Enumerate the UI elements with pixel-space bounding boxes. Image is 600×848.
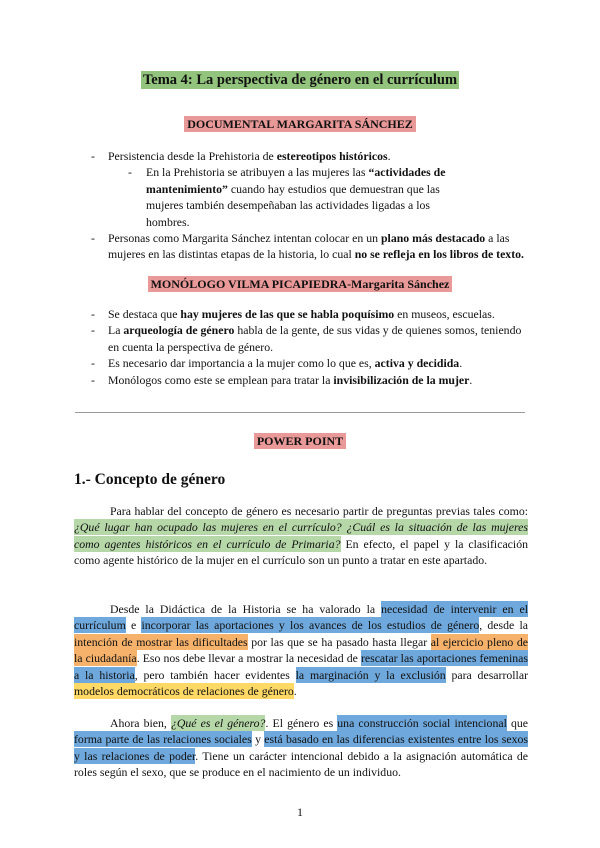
highlight-blue: la marginación y la exclusión	[295, 667, 446, 682]
section-heading-documental-text: DOCUMENTAL MARGARITA SÁNCHEZ	[184, 116, 416, 132]
section-heading-monologo	[0, 277, 600, 292]
paragraph-text: Desde la Didáctica de la Historia se ha valorado la	[110, 602, 382, 616]
paragraph-que-es-genero	[74, 715, 528, 781]
list-item	[108, 322, 528, 355]
section-divider	[75, 412, 525, 413]
list-item-bold: activa y decidida	[374, 356, 460, 371]
list-item-bold: no se refleja en los libros de texto.	[354, 247, 524, 262]
paragraph-text: . Eso nos debe llevar a mostrar la necesidad de	[136, 651, 361, 666]
bullet-list-monologo	[108, 306, 528, 388]
heading-concepto-de-genero: 1.- Concepto de género	[74, 471, 226, 488]
document-title-text: Tema 4: La perspectiva de género en el currículum	[142, 72, 458, 88]
list-item-bold: hay mujeres de las que se habla poquísimo	[180, 307, 395, 321]
section-heading-documental	[0, 117, 600, 132]
paragraph-text: Para hablar del concepto de género es necesario partir de preguntas previas tales como:	[110, 504, 528, 518]
page-number: 1	[297, 805, 303, 819]
list-item-text: Personas como Margarita Sánchez intentan colocar en un	[108, 231, 381, 246]
highlight-orange: intención de mostrar las dificultades	[74, 634, 248, 649]
list-item-text: Monólogos como este se emplean para tratar la	[108, 372, 334, 387]
paragraph-text: y	[251, 732, 265, 747]
section-heading-powerpoint	[0, 434, 600, 449]
paragraph-intro	[74, 503, 528, 569]
list-item-text: Se destaca que	[108, 307, 181, 321]
sub-bullet-list	[146, 164, 466, 230]
highlighted-question: ¿Qué lugar han ocupado las mujeres en el currículo? ¿Cuál es la situación de las mujeres como agentes históricos en el currículo de Primaria?	[74, 520, 528, 551]
paragraph-text: .	[293, 684, 297, 699]
paragraph-text: , pero también hacer evidentes	[134, 667, 296, 682]
paragraph-text: . El género es	[265, 716, 338, 730]
list-item-text: Es necesario dar importancia a la mujer como lo que es,	[108, 356, 375, 371]
list-item-bold: plano más destacado	[380, 231, 486, 246]
paragraph-didactica	[74, 601, 528, 699]
list-item-bold: invisibilización de la mujer	[333, 372, 470, 387]
list-item-text: cuando hay estudios que demuestran que las mujeres también desempeñaban las actividades ligadas a los hombres.	[146, 181, 440, 229]
list-item-text: en museos, escuelas.	[394, 307, 495, 321]
paragraph-text: , desde la	[479, 618, 528, 633]
list-item	[108, 355, 528, 371]
list-item	[108, 148, 528, 230]
list-item-bold: arqueología de género	[123, 323, 235, 338]
list-item-text: a las mujeres en las distintas etapas de la historia, lo cual	[108, 231, 510, 262]
list-item-text: .	[459, 356, 463, 371]
sub-list-item	[146, 164, 466, 230]
highlight-blue: necesidad de intervenir en el currículum	[74, 602, 528, 633]
list-item	[108, 230, 528, 263]
list-item-bold: estereotipos históricos	[276, 149, 388, 163]
list-item-text: .	[387, 149, 391, 163]
paragraph-text: En efecto, el papel y la clasificación como agente histórico de la mujer en el currículo son un punto a tratar en este apartado.	[74, 536, 528, 568]
highlight-blue: una construcción social intencional	[337, 716, 507, 730]
paragraph-text: Ahora bien,	[110, 716, 171, 730]
highlighted-question: ¿Qué es el género?	[170, 716, 266, 730]
paragraph-text: que	[506, 716, 529, 730]
highlight-blue: está basado en las diferencias existentes entre los sexos y las relaciones de poder	[74, 732, 529, 763]
highlight-yellow: modelos democráticos de relaciones de género	[74, 684, 294, 699]
paragraph-text: e	[125, 618, 142, 633]
list-item-bold: “actividades de mantenimiento”	[146, 165, 446, 196]
list-item	[108, 306, 528, 322]
list-item-text: La	[108, 323, 124, 338]
paragraph-text: por las que se ha pasado hasta llegar	[247, 634, 431, 649]
list-item-text: Persistencia desde la Prehistoria de	[108, 149, 277, 163]
highlight-orange: al ejercicio pleno de la ciudadanía	[74, 634, 529, 666]
list-item-text: En la Prehistoria se atribuyen a las mujeres las	[146, 165, 369, 180]
paragraph-text: . Tiene un carácter intencional debido a la asignación automática de roles según el sexo, que se produce en el nacimiento de un individuo.	[74, 748, 528, 780]
bullet-list-documental	[108, 148, 528, 263]
highlight-blue: rescatar las aportaciones femeninas a la historia	[74, 651, 529, 682]
highlight-blue: forma parte de las relaciones sociales	[74, 732, 252, 747]
section-heading-monologo-text: MONÓLOGO VILMA PICAPIEDRA-Margarita Sánchez	[148, 276, 453, 292]
paragraph-text: para desarrollar	[445, 667, 528, 682]
list-item	[108, 372, 528, 388]
list-item-text: habla de la gente, de sus vidas y de quienes somos, teniendo en cuenta la perspectiva de género.	[108, 323, 522, 354]
list-item-text: .	[469, 372, 473, 387]
highlight-blue: incorporar las aportaciones y los avances de los estudios de género	[141, 618, 480, 633]
document-title	[0, 72, 600, 89]
section-heading-powerpoint-text: POWER POINT	[254, 433, 346, 449]
